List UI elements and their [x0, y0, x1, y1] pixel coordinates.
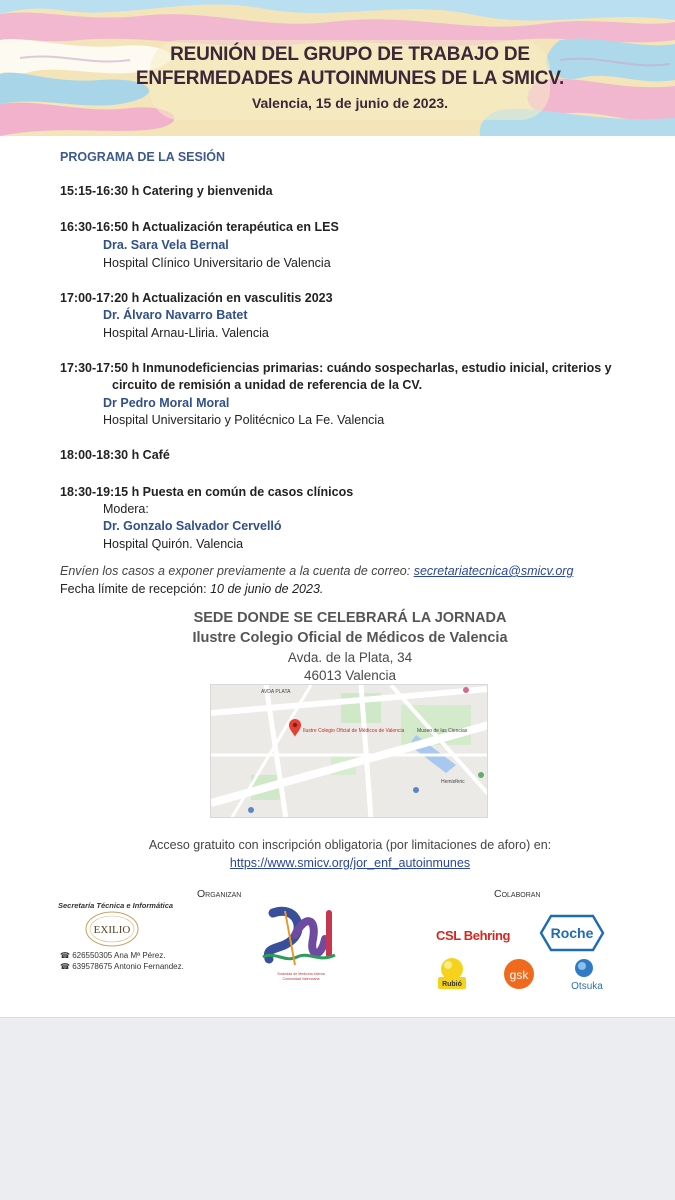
program-item-title: 17:30-17:50 h Inmunodeficiencias primarias: cuándo sospecharlas, estudio inicial, criterios y: [60, 361, 612, 375]
otsuka-logo-text: Otsuka: [571, 981, 603, 992]
map-pin-label: Ilustre Colegio Oficial de Médicos de Valencia: [303, 728, 405, 734]
speaker-affiliation: Hospital Clínico Universitario de Valencia: [103, 256, 331, 270]
exilio-logo-text: EXILIO: [93, 924, 131, 936]
map-place-label: Hemisfèric: [441, 779, 465, 785]
gsk-logo-text: gsk: [509, 968, 529, 982]
speaker-name: Dra. Sara Vela Bernal: [103, 238, 229, 252]
speaker-name: Dr. Gonzalo Salvador Cervelló: [103, 519, 282, 533]
access-url-line: [0, 856, 675, 870]
csl-behring-logo: CSL Behring: [436, 928, 511, 943]
smicv-logo: [255, 905, 347, 983]
contact-2: 639578675 Antonio Fernandez.: [72, 962, 184, 971]
deadline-date: 10 de junio de 2023.: [210, 582, 324, 596]
smicv-logo-graphic: [255, 905, 347, 983]
exilio-logo-graphic: [84, 910, 140, 948]
cases-send-text: Envíen los casos a exponer previamente a la cuenta de correo:: [60, 564, 414, 578]
registration-link[interactable]: https://www.smicv.org/jor_enf_autoinmunes: [229, 856, 471, 870]
event-title-line-2: ENFERMEDADES AUTOINMUNES DE LA SMICV.: [135, 68, 565, 89]
contact-1: 626550305 Ana Mª Pérez.: [72, 951, 166, 960]
exilio-logo: [84, 910, 140, 948]
location-map[interactable]: [210, 684, 488, 818]
roche-logo: [539, 914, 605, 952]
speaker-name: Dr. Álvaro Navarro Batet: [103, 308, 248, 322]
access-text: Acceso gratuito con inscripción obligatoria (por limitaciones de aforo) en:: [148, 838, 552, 852]
venue-name: Ilustre Colegio Oficial de Médicos de Valencia: [192, 630, 508, 646]
venue-address: Avda. de la Plata, 34: [287, 650, 413, 665]
venue-city: 46013 Valencia: [303, 668, 397, 683]
program-heading: PROGRAMA DE LA SESIÓN: [60, 150, 226, 164]
secretaria-label: Secretaría Técnica e Informática: [58, 901, 174, 910]
organizers-label: Organizan: [197, 888, 242, 900]
email-link[interactable]: secretariatecnica@smicv.org: [413, 564, 574, 578]
contact-line-2: ☎ 639578675 Antonio Fernandez.: [60, 962, 184, 971]
rubio-logo: [434, 955, 470, 991]
speaker-affiliation: Hospital Quirón. Valencia: [103, 537, 244, 551]
map-place-label: Museo de las Ciencias: [417, 728, 468, 734]
smicv-caption-1: Sociedad de Medicina Interna: [277, 972, 325, 976]
contact-line-1: ☎ 626550305 Ana Mª Pérez.: [60, 951, 166, 960]
rubio-graphic: [434, 955, 470, 991]
smicv-caption-2: Comunidad Valenciana: [282, 977, 320, 981]
cases-instructions: [60, 564, 573, 578]
speaker-affiliation: Hospital Universitario y Politécnico La Fe. Valencia: [103, 413, 385, 427]
program-item-title: 18:30-19:15 h Puesta en común de casos clínicos: [60, 485, 354, 499]
program-item-title: 16:30-16:50 h Actualización terapéutica en LES: [60, 220, 339, 234]
map-street-label: AVDA PLATA: [261, 689, 291, 695]
otsuka-graphic: [562, 956, 612, 994]
venue-heading: SEDE DONDE SE CELEBRARÁ LA JORNADA: [193, 610, 507, 626]
program-item-title: 17:00-17:20 h Actualización en vasculitis 2023: [60, 291, 333, 305]
program-item-title: 15:15-16:30 h Catering y bienvenida: [60, 184, 273, 198]
moderator-label: Modera:: [103, 502, 149, 516]
deadline-line: [60, 582, 323, 596]
collaborators-label: Colaboran: [494, 888, 541, 900]
gsk-logo: [500, 958, 538, 990]
deadline-label: Fecha límite de recepción:: [60, 582, 211, 596]
map-graphic: [211, 685, 488, 818]
program-item-title-continued: circuito de remisión a unidad de referencia de la CV.: [112, 378, 423, 392]
otsuka-logo: [562, 956, 612, 994]
header-banner: [0, 0, 675, 136]
event-date: Valencia, 15 de junio de 2023.: [251, 95, 449, 111]
event-title-line-1: REUNIÓN DEL GRUPO DE TRABAJO DE: [170, 44, 530, 65]
rubio-logo-text: Rubió: [442, 981, 462, 988]
speaker-affiliation: Hospital Arnau-Lliria. Valencia: [103, 326, 269, 340]
roche-logo-text: Roche: [550, 925, 594, 941]
program-item-title: 18:00-18:30 h Café: [60, 448, 170, 462]
speaker-name: Dr Pedro Moral Moral: [103, 396, 230, 410]
gsk-graphic: [500, 958, 538, 990]
roche-hexagon: [539, 914, 605, 952]
